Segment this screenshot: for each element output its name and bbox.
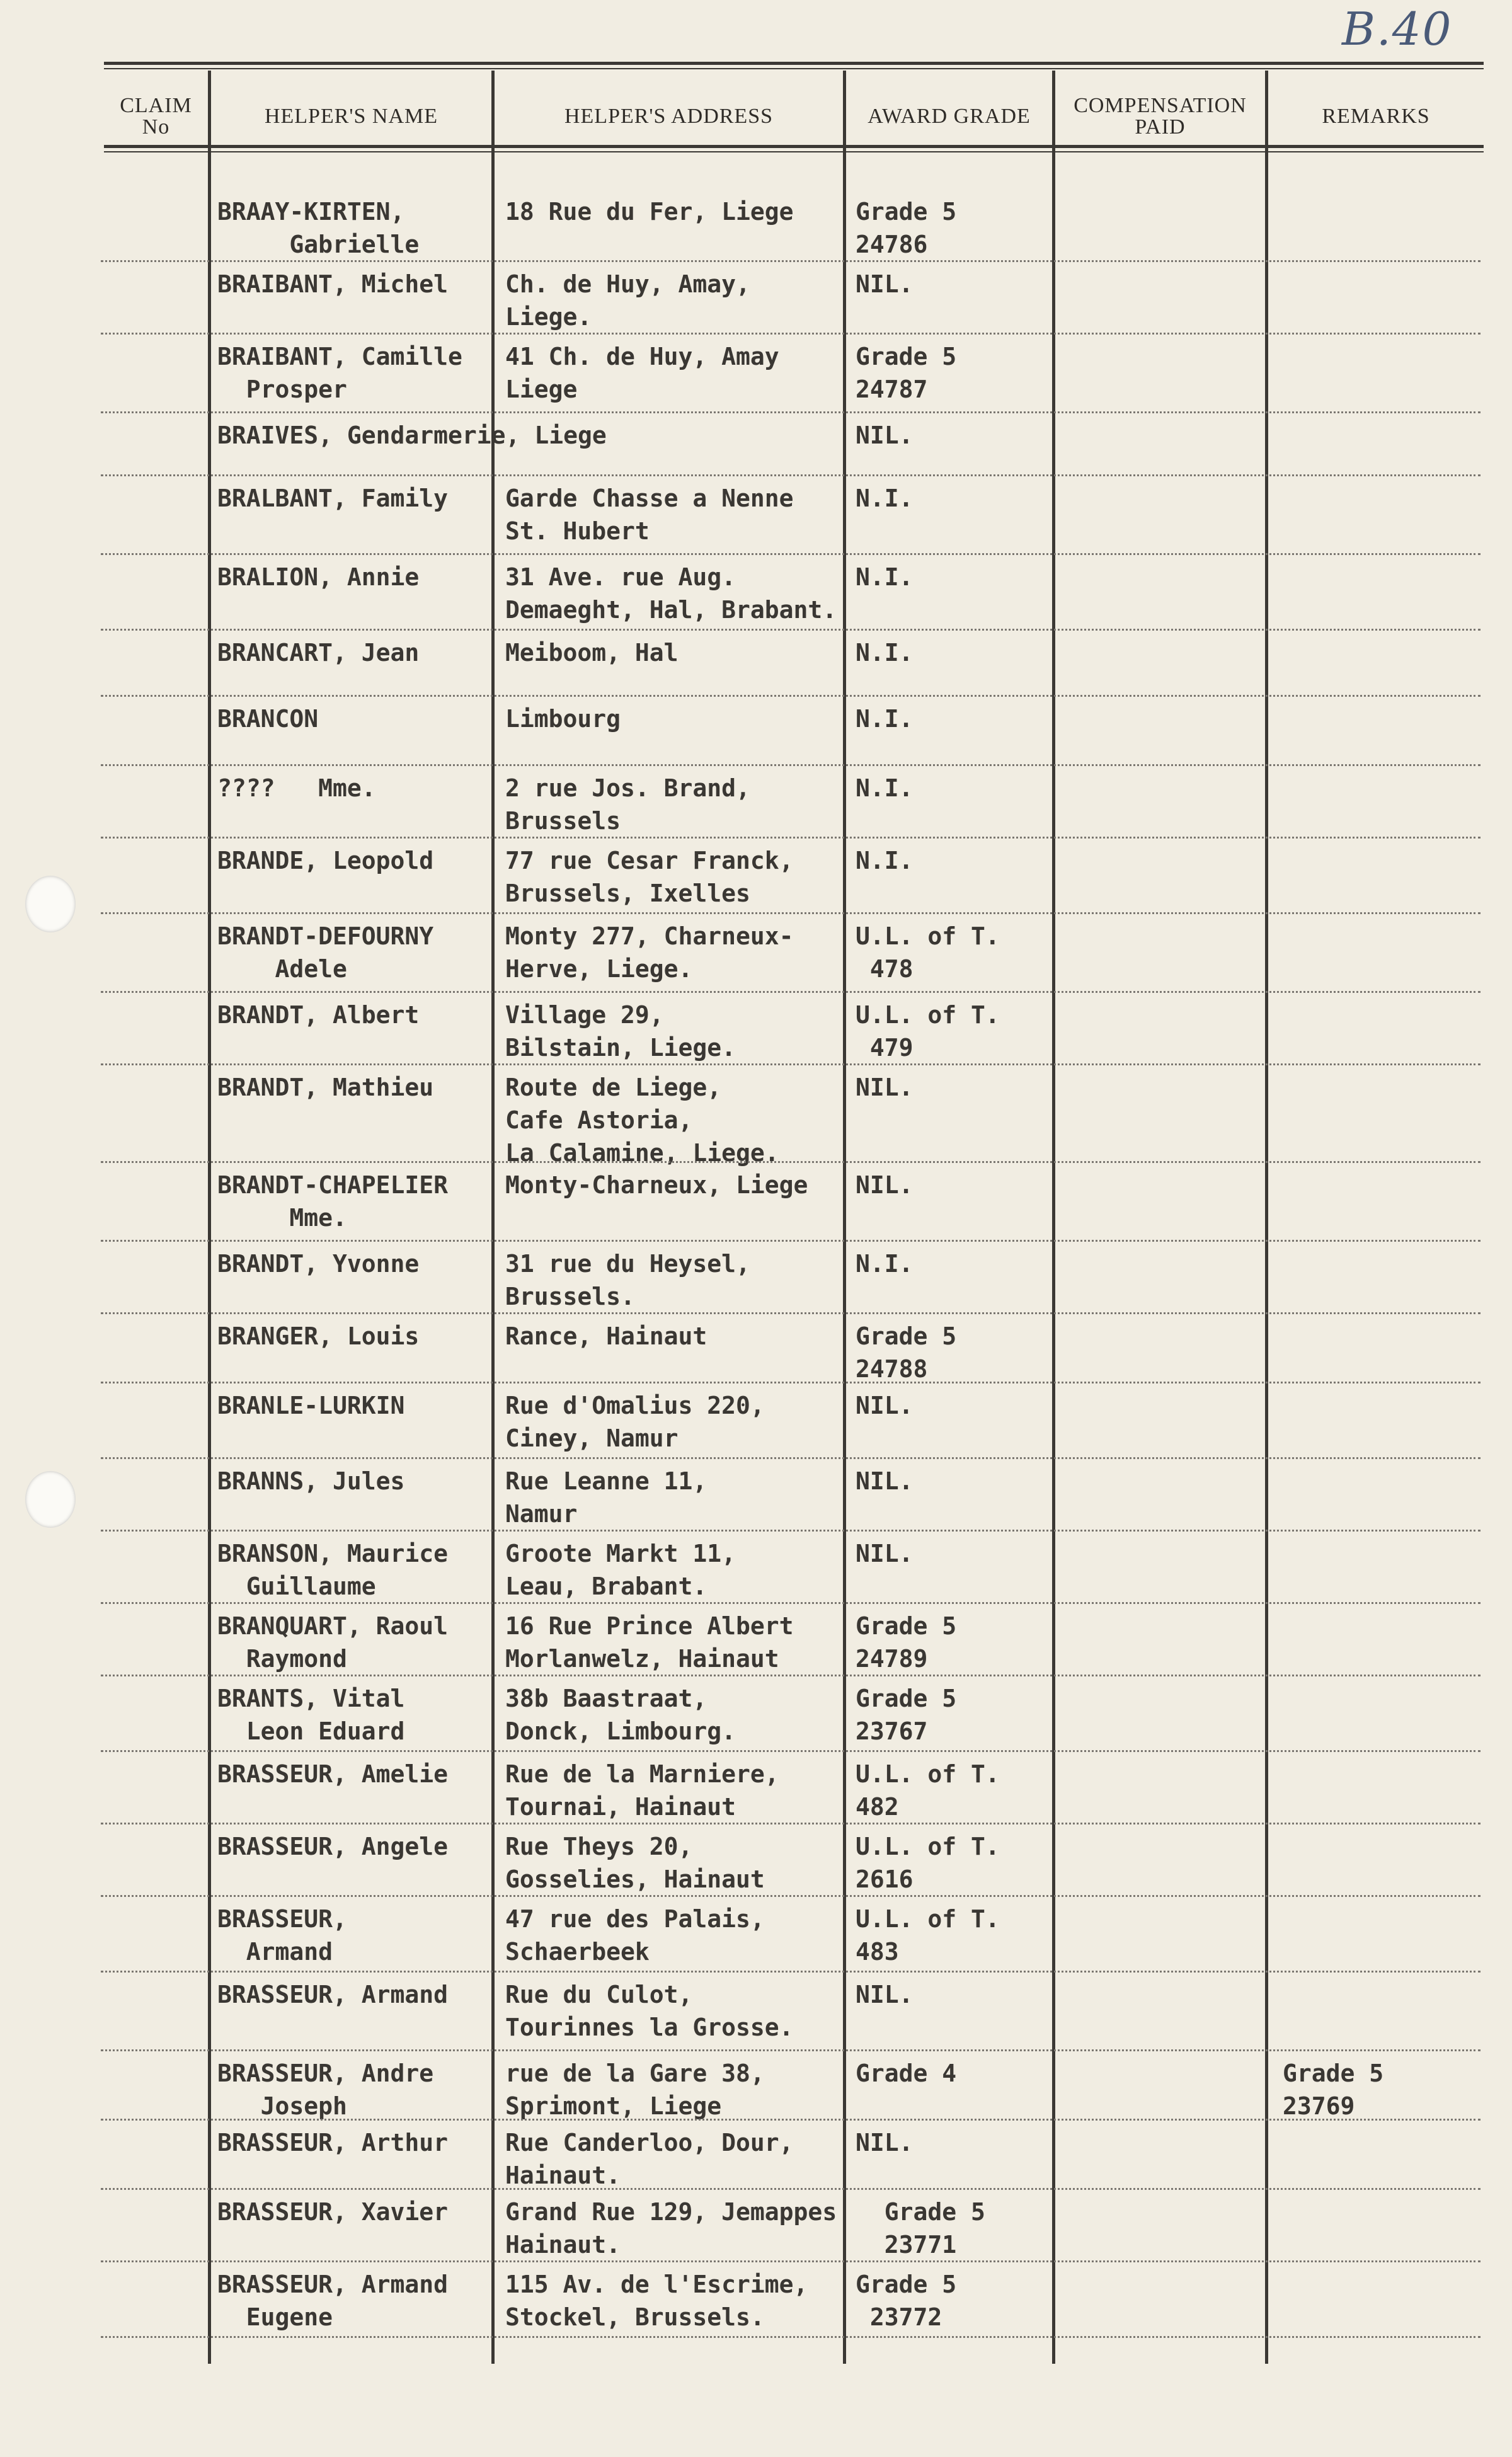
helper-address: rue de la Gare 38, Sprimont, Liege bbox=[505, 2059, 765, 2120]
helper-name: ???? Mme. bbox=[217, 774, 376, 802]
helper-name: BRALBANT, Family bbox=[217, 484, 449, 512]
award-grade: U.L. of T. 479 bbox=[856, 1001, 1000, 1062]
header-claim-no: CLAIM No bbox=[120, 94, 192, 139]
row-rule bbox=[101, 991, 1480, 993]
row-rule bbox=[101, 2119, 1480, 2121]
helper-name: BRANLE-LURKIN bbox=[217, 1392, 405, 1419]
helper-name: BRANTS, Vital Leon Eduard bbox=[217, 1685, 405, 1745]
helper-name: BRANDT, Mathieu bbox=[217, 1074, 434, 1101]
row-rule bbox=[101, 1823, 1480, 1824]
row-rule bbox=[101, 1161, 1480, 1163]
award-grade: NIL. bbox=[856, 2129, 914, 2156]
award-grade: NIL. bbox=[856, 1171, 914, 1199]
helper-name: BRASSEUR, Andre Joseph bbox=[217, 2059, 434, 2120]
helper-address: Rue Canderloo, Dour, Hainaut. bbox=[505, 2129, 794, 2189]
helper-address: Ch. de Huy, Amay, Liege. bbox=[505, 270, 750, 331]
award-grade: U.L. of T. 478 bbox=[856, 922, 1000, 983]
helper-name: BRAIBANT, Michel bbox=[217, 270, 449, 298]
helper-name: BRASSEUR, Amelie bbox=[217, 1760, 449, 1788]
row-rule bbox=[101, 553, 1480, 555]
row-rule bbox=[101, 1971, 1480, 1973]
helper-name: BRASSEUR, Angele bbox=[217, 1833, 449, 1860]
helper-address: Monty-Charneux, Liege bbox=[505, 1171, 808, 1199]
helper-name: BRANDT-CHAPELIER Mme. bbox=[217, 1171, 449, 1232]
helper-address: 16 Rue Prince Albert Morlanwelz, Hainaut bbox=[505, 1612, 794, 1673]
award-grade: N.I. bbox=[856, 484, 914, 512]
helper-name: BRAIBANT, Camille Prosper bbox=[217, 343, 462, 403]
award-grade: Grade 4 bbox=[856, 2059, 957, 2087]
helper-address: 2 rue Jos. Brand, Brussels bbox=[505, 774, 750, 835]
award-grade: Grade 5 23772 bbox=[856, 2271, 957, 2331]
award-grade: U.L. of T. 483 bbox=[856, 1905, 1000, 1966]
remarks: Grade 5 23769 bbox=[1283, 2059, 1384, 2120]
helper-address: Rance, Hainaut bbox=[505, 1322, 707, 1350]
award-grade: Grade 5 24787 bbox=[856, 343, 957, 403]
helper-address: Limbourg bbox=[505, 705, 621, 733]
row-rule bbox=[101, 1602, 1480, 1604]
award-grade: U.L. of T. 482 bbox=[856, 1760, 1000, 1821]
helper-name: BRANDE, Leopold bbox=[217, 847, 434, 874]
award-grade: NIL. bbox=[856, 270, 914, 298]
award-grade: N.I. bbox=[856, 1250, 914, 1278]
helper-name: BRANCON bbox=[217, 705, 319, 733]
row-rule bbox=[101, 1530, 1480, 1532]
row-rule bbox=[101, 2260, 1480, 2262]
helper-name: BRANNS, Jules bbox=[217, 1467, 405, 1495]
helper-name: BRASSEUR, Arthur bbox=[217, 2129, 449, 2156]
row-rule bbox=[101, 474, 1480, 476]
helper-address: Village 29, Bilstain, Liege. bbox=[505, 1001, 736, 1062]
row-rule bbox=[101, 1457, 1480, 1459]
row-rule bbox=[101, 1312, 1480, 1314]
row-rule bbox=[101, 2049, 1480, 2051]
helper-name: BRAAY-KIRTEN, Gabrielle bbox=[217, 198, 420, 258]
header-compensation-paid: COMPENSATION PAID bbox=[1074, 94, 1247, 139]
award-grade: N.I. bbox=[856, 563, 914, 591]
award-grade: N.I. bbox=[856, 774, 914, 802]
helper-address: 38b Baastraat, Donck, Limbourg. bbox=[505, 1685, 736, 1745]
helper-name: BRANDT, Yvonne bbox=[217, 1250, 420, 1278]
header-helper-address: HELPER'S ADDRESS bbox=[564, 105, 774, 128]
helper-address: 31 Ave. rue Aug. Demaeght, Hal, Brabant. bbox=[505, 563, 837, 624]
award-grade: NIL. bbox=[856, 1392, 914, 1419]
award-grade: NIL. bbox=[856, 421, 914, 449]
award-grade: Grade 5 23767 bbox=[856, 1685, 957, 1745]
header-award-grade: AWARD GRADE bbox=[868, 105, 1031, 128]
punch-hole bbox=[25, 1471, 76, 1528]
row-rule bbox=[101, 1063, 1480, 1065]
helper-address: Meiboom, Hal bbox=[505, 639, 679, 667]
helper-name: BRALION, Annie bbox=[217, 563, 420, 591]
helper-name: BRASSEUR, Armand bbox=[217, 1905, 347, 1966]
row-rule bbox=[101, 695, 1480, 697]
row-rule bbox=[101, 1675, 1480, 1676]
award-grade: NIL. bbox=[856, 1467, 914, 1495]
row-rule bbox=[101, 1750, 1480, 1752]
row-rule bbox=[101, 2336, 1480, 2338]
helper-address: 31 rue du Heysel, Brussels. bbox=[505, 1250, 750, 1310]
row-rule bbox=[101, 333, 1480, 335]
helper-address: 115 Av. de l'Escrime, Stockel, Brussels. bbox=[505, 2271, 808, 2331]
helper-name: BRANDT-DEFOURNY Adele bbox=[217, 922, 434, 983]
helper-name: BRANGER, Louis bbox=[217, 1322, 420, 1350]
row-rule bbox=[101, 411, 1480, 413]
helper-address: 77 rue Cesar Franck, Brussels, Ixelles bbox=[505, 847, 794, 907]
award-grade: NIL. bbox=[856, 1540, 914, 1567]
helper-name: BRASSEUR, Xavier bbox=[217, 2198, 449, 2226]
row-rule bbox=[101, 1895, 1480, 1897]
award-grade: NIL. bbox=[856, 1074, 914, 1101]
helper-address: Rue d'Omalius 220, Ciney, Namur bbox=[505, 1392, 765, 1452]
row-rule bbox=[101, 2188, 1480, 2190]
helper-address: Monty 277, Charneux- Herve, Liege. bbox=[505, 922, 794, 983]
helper-address: 18 Rue du Fer, Liege bbox=[505, 198, 794, 226]
row-rule bbox=[101, 260, 1480, 262]
helper-address: 41 Ch. de Huy, Amay Liege bbox=[505, 343, 779, 403]
helper-address: Route de Liege, Cafe Astoria, La Calamine, Liege. bbox=[505, 1074, 779, 1167]
row-rule bbox=[101, 629, 1480, 631]
row-rule bbox=[101, 1382, 1480, 1383]
award-grade: N.I. bbox=[856, 847, 914, 874]
award-grade: N.I. bbox=[856, 639, 914, 667]
header-remarks: REMARKS bbox=[1322, 105, 1430, 128]
punch-hole bbox=[25, 876, 76, 932]
helper-address: Rue Theys 20, Gosselies, Hainaut bbox=[505, 1833, 765, 1893]
helper-address: Rue Leanne 11, Namur bbox=[505, 1467, 707, 1528]
helper-address: Garde Chasse a Nenne St. Hubert bbox=[505, 484, 794, 545]
helper-name: BRANSON, Maurice Guillaume bbox=[217, 1540, 449, 1600]
helper-name: BRANQUART, Raoul Raymond bbox=[217, 1612, 449, 1673]
row-rule bbox=[101, 912, 1480, 914]
header-helper-name: HELPER'S NAME bbox=[264, 105, 438, 128]
award-grade: Grade 5 23771 bbox=[884, 2198, 985, 2259]
row-rule bbox=[101, 837, 1480, 839]
helper-address: Rue du Culot, Tourinnes la Grosse. bbox=[505, 1981, 794, 2041]
award-grade: Grade 5 24788 bbox=[856, 1322, 957, 1383]
helper-address: Grand Rue 129, Jemappes Hainaut. bbox=[505, 2198, 837, 2259]
helper-name: BRANDT, Albert bbox=[217, 1001, 420, 1029]
reference-mark: B.40 bbox=[1342, 3, 1453, 55]
helper-name: BRAIVES, Gendarmerie, Liege bbox=[217, 421, 607, 449]
row-rule bbox=[101, 764, 1480, 766]
helper-address: Rue de la Marniere, Tournai, Hainaut bbox=[505, 1760, 779, 1821]
award-grade: Grade 5 24786 bbox=[856, 198, 957, 258]
award-grade: NIL. bbox=[856, 1981, 914, 2008]
helper-address: Groote Markt 11, Leau, Brabant. bbox=[505, 1540, 736, 1600]
award-grade: U.L. of T. 2616 bbox=[856, 1833, 1000, 1893]
award-grade: Grade 5 24789 bbox=[856, 1612, 957, 1673]
award-grade: N.I. bbox=[856, 705, 914, 733]
row-rule bbox=[101, 1240, 1480, 1242]
helper-address: 47 rue des Palais, Schaerbeek bbox=[505, 1905, 765, 1966]
helper-name: BRASSEUR, Armand Eugene bbox=[217, 2271, 449, 2331]
helper-name: BRANCART, Jean bbox=[217, 639, 420, 667]
helper-name: BRASSEUR, Armand bbox=[217, 1981, 449, 2008]
